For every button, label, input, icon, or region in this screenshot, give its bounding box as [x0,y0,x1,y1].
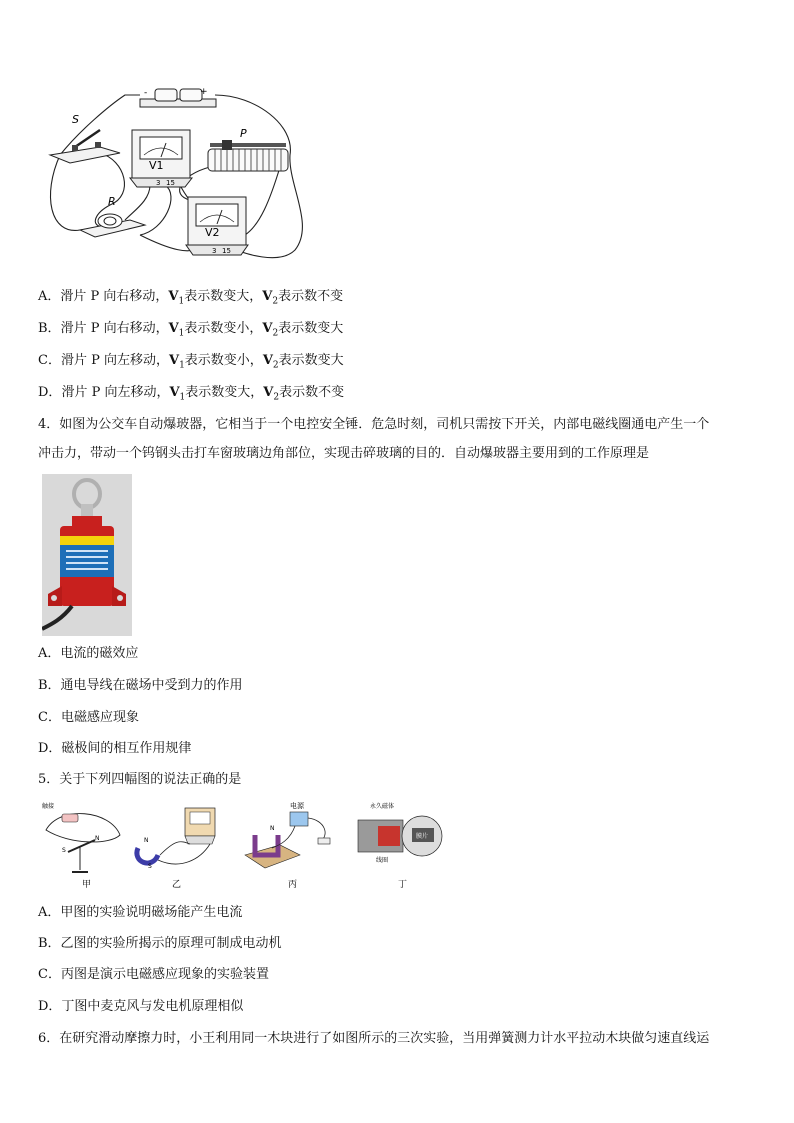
svg-text:丁: 丁 [398,880,408,890]
svg-text:线圈: 线圈 [376,857,389,864]
svg-text:甲: 甲 [82,880,92,890]
svg-text:P: P [240,127,247,140]
figure-yi [137,808,215,890]
q5-four-figures [40,800,450,895]
svg-text:触接: 触接 [42,803,55,810]
q5-option-d: D．丁图中麦克风与发电机原理相似 [38,999,244,1014]
svg-text:N: N [144,837,149,844]
svg-text:S: S [148,863,152,870]
q4-stem-line2: 冲击力，带动一个钨钢头击打车窗玻璃边角部位，实现击碎玻璃的目的．自动爆玻器主要用到的工作原理是 [38,446,650,461]
svg-text:R: R [108,195,116,208]
svg-text:膜片: 膜片 [416,833,429,840]
svg-text:S: S [72,113,79,126]
svg-text:电源: 电源 [290,802,304,810]
q4-option-a: A．电流的磁效应 [38,646,139,661]
voltmeter-v1-icon [130,130,192,187]
figure-ding [358,802,442,890]
rheostat-icon [208,127,288,171]
q5-option-b: B．乙图的实验所揭示的原理可制成电动机 [38,936,282,951]
svg-text:-: - [144,88,148,98]
q5-option-a: A．甲图的实验说明磁场能产生电流 [38,905,243,920]
q3-option-a: A．滑片 P 向右移动，$V_1$表示数变大，$V_2$表示数不变 [38,289,344,307]
svg-text:V1: V1 [149,159,164,172]
q5-option-c: C．丙图是演示电磁感应现象的实验装置 [38,967,269,982]
q4-stem-line1: 4．如图为公交车自动爆玻器，它相当于一个电控安全锤．危急时刻，司机只需按下开关，内部电磁线圈通电产生一个 [38,417,710,432]
svg-text:3: 3 [156,179,161,187]
svg-text:+: + [200,87,208,97]
q3-option-c: C．滑片 P 向左移动，$V_1$表示数变小，$V_2$表示数变大 [38,353,344,371]
svg-text:V2: V2 [205,226,220,239]
q3-option-b: B．滑片 P 向右移动，$V_1$表示数变小，$V_2$表示数变大 [38,321,344,339]
svg-text:15: 15 [222,247,231,255]
q4-option-c: C．电磁感应现象 [38,710,139,725]
q6-stem-line1: 6．在研究滑动摩擦力时，小王利用同一木块进行了如图所示的三次实验，当用弹簧测力计水平拉动木块做匀速直线运 [38,1031,710,1046]
figure-bing [245,801,330,890]
q5-stem: 5．关于下列四幅图的说法正确的是 [38,772,242,787]
glass-breaker-photo [42,474,132,636]
svg-text:丙: 丙 [288,880,298,890]
switch-icon [50,113,120,163]
battery-icon [140,87,216,107]
svg-text:N: N [95,835,100,842]
svg-text:乙: 乙 [172,880,182,890]
figure-jia [42,802,120,890]
svg-text:N: N [270,825,275,832]
voltmeter-v2-icon [186,197,248,255]
svg-text:永久磁体: 永久磁体 [370,803,395,810]
q4-option-b: B．通电导线在磁场中受到力的作用 [38,678,243,693]
svg-text:15: 15 [166,179,175,187]
q3-option-d: D．滑片 P 向左移动，$V_1$表示数变大，$V_2$表示数不变 [38,385,345,403]
q4-option-d: D．磁极间的相互作用规律 [38,741,192,756]
resistor-icon [80,195,145,237]
circuit-figure [40,85,310,270]
svg-text:3: 3 [212,247,217,255]
svg-text:S: S [62,847,66,854]
